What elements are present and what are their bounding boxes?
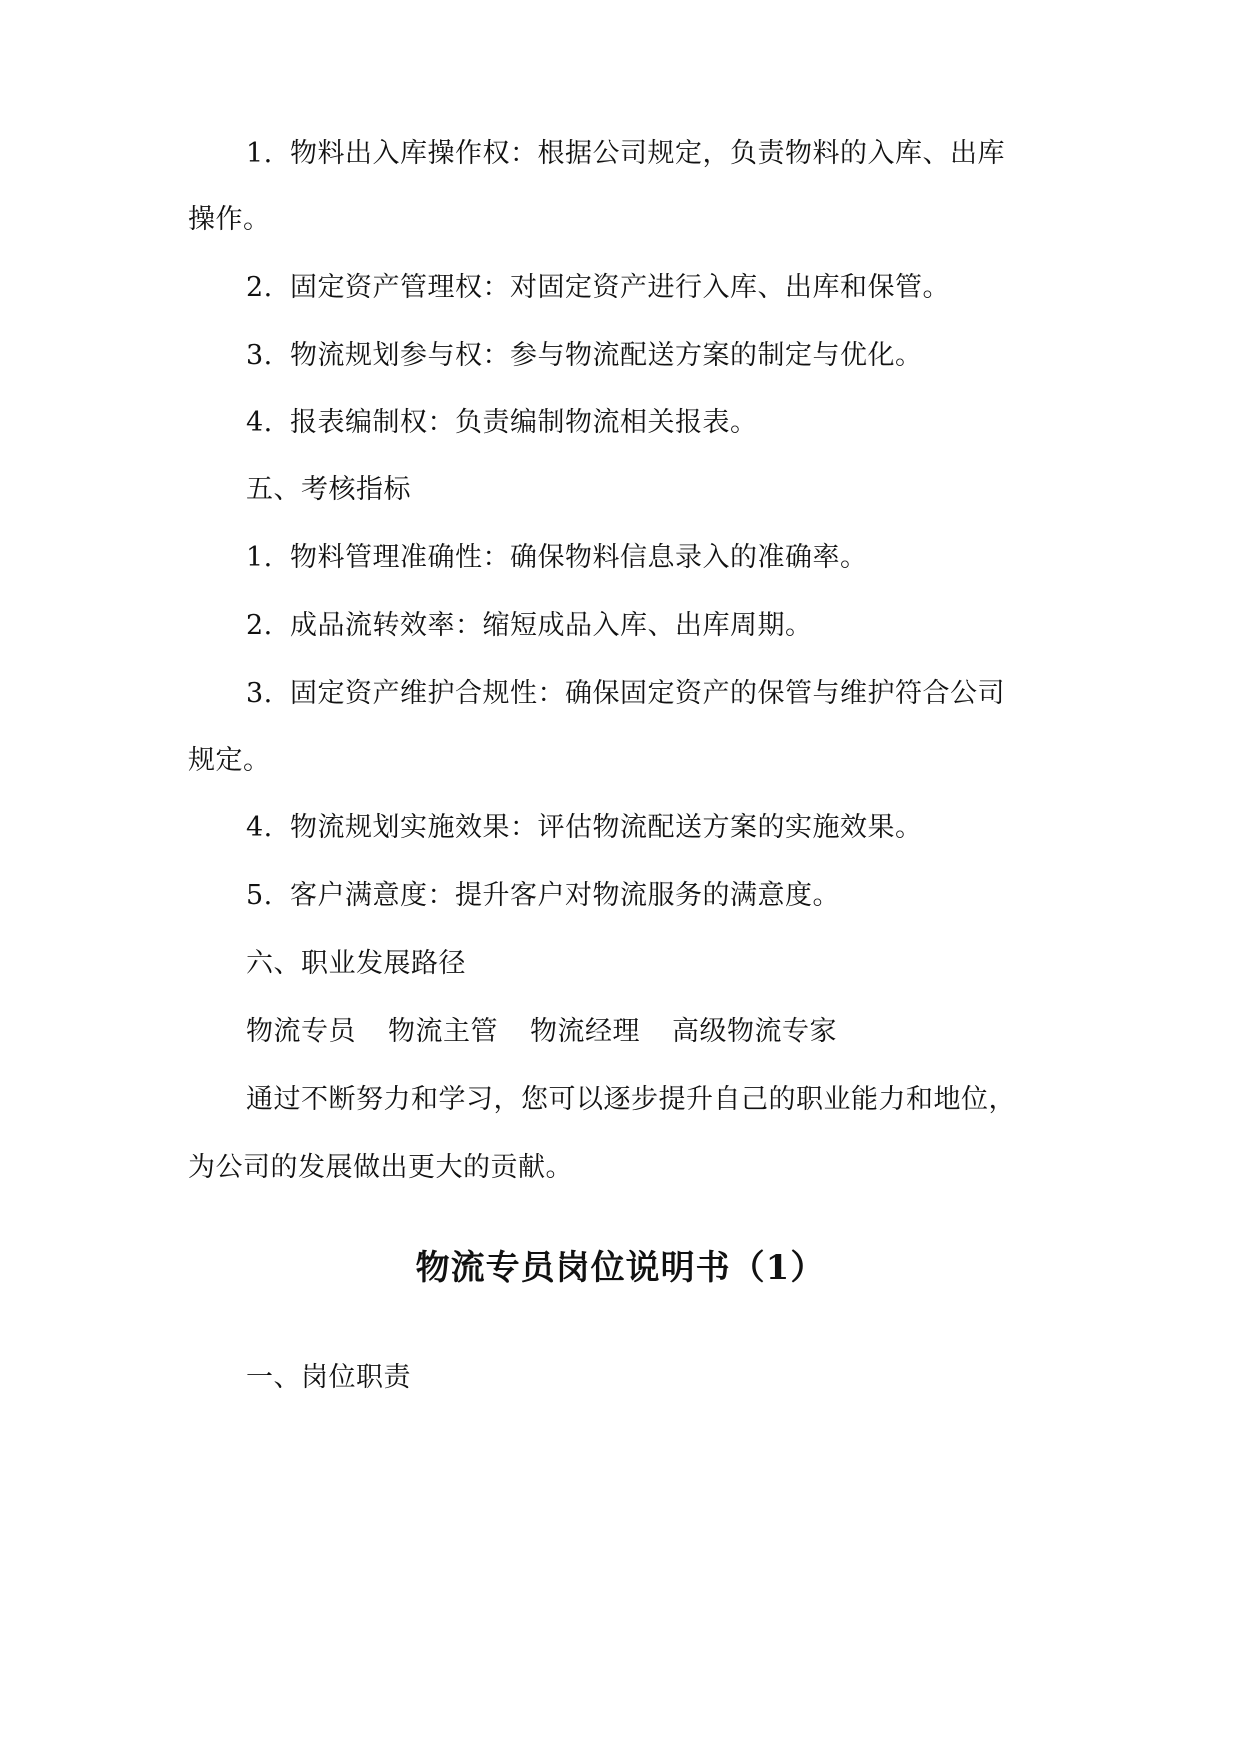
list-number: 2. — [246, 610, 273, 641]
list-number: 3. — [246, 340, 273, 371]
kpi-item-2 — [246, 608, 813, 644]
kpi-item-1 — [246, 540, 868, 576]
list-text: 报表编制权：负责编制物流相关报表。 — [290, 407, 758, 438]
list-text: 固定资产维护合规性：确保固定资产的保管与维护符合公司 — [290, 678, 1005, 709]
career-path-step: 物流专员 — [246, 1016, 356, 1047]
kpi-item-3-continuation: 规定。 — [188, 745, 271, 776]
document-title: 物流专员岗位说明书（1） — [415, 1248, 826, 1288]
kpi-item-5 — [246, 878, 840, 914]
section-heading-responsibilities: 一、岗位职责 — [246, 1362, 411, 1393]
list-text: 物流规划实施效果：评估物流配送方案的实施效果。 — [290, 812, 923, 843]
section-heading-career: 六、职业发展路径 — [246, 948, 466, 979]
rights-item-2 — [246, 270, 950, 306]
list-number: 3. — [246, 678, 273, 709]
list-number: 5. — [246, 880, 273, 911]
list-number: 1. — [246, 138, 273, 169]
closing-paragraph-line-1: 通过不断努力和学习，您可以逐步提升自己的职业能力和地位， — [246, 1084, 1016, 1115]
rights-item-3 — [246, 338, 923, 374]
list-number: 4. — [246, 812, 273, 843]
career-path-step: 物流经理 — [530, 1016, 640, 1047]
rights-item-1 — [246, 136, 1005, 172]
section-heading-kpi: 五、考核指标 — [246, 474, 411, 505]
career-path-step: 物流主管 — [388, 1016, 498, 1047]
list-text: 物料管理准确性：确保物料信息录入的准确率。 — [290, 542, 868, 573]
rights-item-1-continuation: 操作。 — [188, 204, 271, 235]
list-text: 客户满意度：提升客户对物流服务的满意度。 — [290, 880, 840, 911]
list-number: 4. — [246, 407, 273, 438]
list-text: 物料出入库操作权：根据公司规定，负责物料的入库、出库 — [290, 138, 1005, 169]
career-path-step: 高级物流专家 — [672, 1016, 837, 1047]
list-text: 成品流转效率：缩短成品入库、出库周期。 — [290, 610, 813, 641]
kpi-item-4 — [246, 810, 923, 846]
list-text: 物流规划参与权：参与物流配送方案的制定与优化。 — [290, 340, 923, 371]
kpi-item-3 — [246, 676, 1005, 712]
list-number: 1. — [246, 542, 273, 573]
rights-item-4 — [246, 405, 758, 441]
list-text: 固定资产管理权：对固定资产进行入库、出库和保管。 — [290, 272, 950, 303]
closing-paragraph-line-2: 为公司的发展做出更大的贡献。 — [188, 1152, 573, 1183]
list-number: 2. — [246, 272, 273, 303]
career-path — [246, 1014, 869, 1050]
